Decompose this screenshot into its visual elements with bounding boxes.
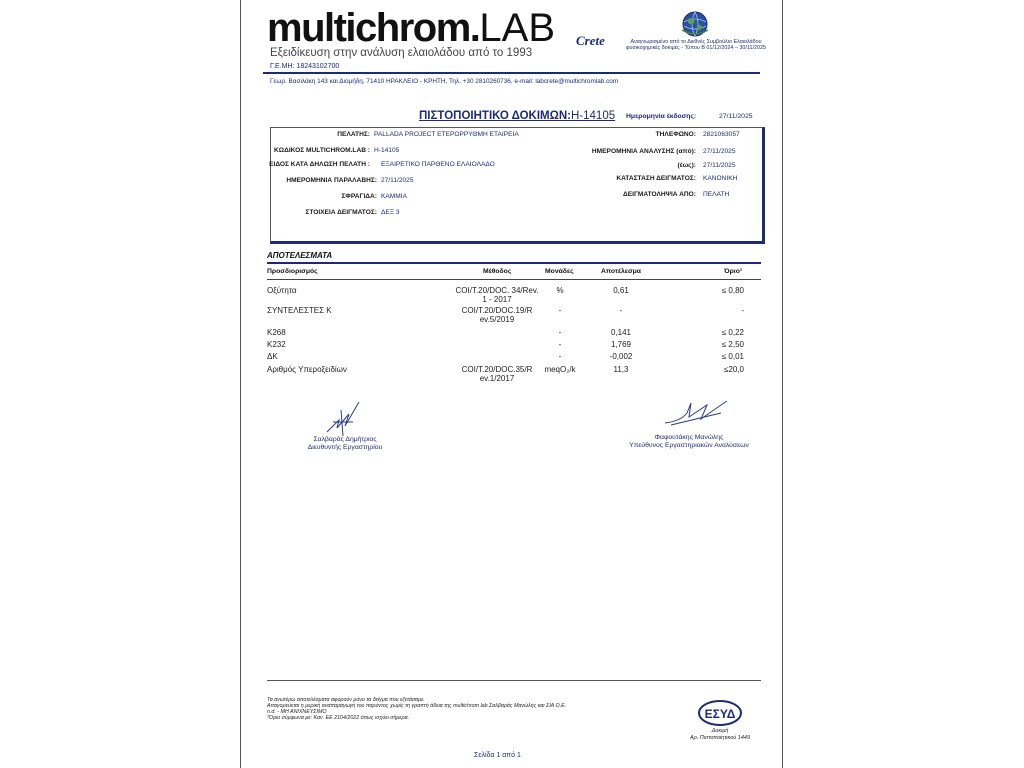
- row-limit: ≤ 0,22: [721, 328, 744, 337]
- row-name: ΔΚ: [267, 352, 278, 361]
- row-result: 0,141: [610, 328, 632, 337]
- row-method: COI/T.20/DOC.19/R ev.5/2019: [461, 306, 533, 324]
- row-result: -0,002: [609, 352, 633, 361]
- row-result: -: [619, 306, 623, 315]
- esyd-line-1: Δοκιμή: [711, 728, 729, 734]
- sampling-label: ΔΕΙΓΜΑΤΟΛΗΨΙΑ ΑΠΟ:: [622, 191, 696, 198]
- row-limit: ≤ 0,80: [721, 286, 744, 295]
- received-date-value: 27/11/2025: [381, 177, 414, 184]
- accreditation-text: Αναγνωρισμένο από το Διεθνές Συμβούλιο Ελαιολάδου φυσικοχημικές δοκιμές - Τύπου Β 01/12/2024 – 30/11/2025: [626, 39, 766, 52]
- certificate-number: H-14105: [571, 110, 616, 122]
- row-limit: -: [741, 306, 744, 315]
- condition-label: ΚΑΤΑΣΤΑΣΗ ΔΕΙΓΜΑΤΟΣ:: [616, 175, 696, 182]
- tagline: Εξειδίκευση στην ανάλυση ελαιολάδου από το 1993: [270, 47, 533, 59]
- seal-value: ΚΑΜΜΙΑ: [381, 193, 408, 200]
- lab-code-label: ΚΩΔΙΚΟΣ MULTICHROM.LAB :: [274, 147, 370, 154]
- lab-code-value: H-14105: [374, 147, 400, 154]
- sampling-value: ΠΕΛΑΤΗ: [703, 191, 730, 198]
- certificate-page: [240, 0, 783, 768]
- esyd-logo-text: ΕΣΥΔ: [704, 707, 736, 721]
- received-date-label: ΗΜΕΡΟΜΗΝΙΑ ΠΑΡΑΛΑΒΗΣ:: [286, 177, 377, 184]
- page-number: Σελίδα 1 από 1: [474, 752, 521, 759]
- row-result: 0,61: [613, 286, 629, 295]
- row-limit: ≤20,0: [724, 365, 744, 374]
- issue-date-value: 27/11/2025: [719, 113, 753, 120]
- row-unit: %: [556, 286, 564, 295]
- signature-left-icon: [319, 392, 369, 440]
- certificate-title: [419, 110, 571, 122]
- ioc-globe-icon: [678, 10, 712, 38]
- results-divider: [267, 262, 761, 264]
- right-signatory-name: Φαφουτάκης Μανώλης: [654, 434, 724, 441]
- brand-lab: LAB: [479, 6, 556, 50]
- condition-value: ΚΑΝΟΝΙΚΗ: [703, 175, 738, 182]
- right-signatory-title: Υπεύθυνος Εργαστηριακών Αναλύσεων: [629, 442, 749, 449]
- client-value: PALLADA PROJECT ΕΤΕΡΟΡΡΥΘΜΗ ΕΤΑΙΡΕΙΑ: [374, 131, 519, 138]
- gemh-number: Γ.Ε.ΜΗ: 18243102700: [270, 63, 340, 70]
- signature-right-icon: [661, 395, 731, 429]
- issue-date-label: Ημερομηνία έκδοσης:: [626, 113, 697, 120]
- row-unit: -: [558, 340, 562, 349]
- sample-type-value: ΕΞΑΙΡΕΤΙΚΟ ΠΑΡΘΕΝΟ ΕΛΑΙΟΛΑΔΟ: [381, 161, 495, 168]
- brand-main: multichrom.: [267, 6, 480, 50]
- esyd-line-2: Αρ. Πιστοποιητικού 1449: [689, 735, 751, 741]
- footer-note-2: Απαγορεύεται η μερική αναπαραγωγή του παρόντος χωρίς τη γραπτή άδεια της multichrom lab Σαλβαράς Μανώλης και ΣΙΑ Ο.Ε.: [267, 703, 567, 709]
- row-name: K268: [267, 328, 286, 337]
- col-header-result: Αποτέλεσμα: [601, 268, 641, 275]
- analysis-from-value: 27/11/2025: [703, 148, 736, 155]
- footer-note-4: ¹Όριο σύμφωνα με: Καν. ΕΕ 2104/2022 όπως ισχύει σήμερα.: [267, 715, 410, 721]
- seal-label: ΣΦΡΑΓΙΔΑ:: [341, 193, 377, 200]
- row-method: COI/T.20/DOC. 34/Rev. 1 - 2017: [455, 286, 539, 304]
- row-name: Αριθμός Υπεροξειδίων: [267, 365, 347, 374]
- sample-details-label: ΣΤΟΙΧΕΙΑ ΔΕΙΓΜΑΤΟΣ:: [305, 209, 377, 216]
- col-header-method: Μέθοδος: [483, 268, 512, 275]
- footer-divider: [267, 680, 761, 681]
- brand-region: Crete: [576, 33, 605, 48]
- sample-details-value: ΔΕΞ 3: [381, 209, 400, 216]
- certificate-title-text: ΠΙΣΤΟΠΟΙΗΤΙΚΟ ΔΟΚΙΜΩΝ:: [419, 110, 571, 122]
- phone-value: 2821063057: [703, 131, 740, 138]
- left-signatory-name: Σαλβαράς Δημήτριος: [313, 436, 377, 443]
- row-unit: -: [558, 352, 562, 361]
- sample-info-box: [270, 127, 765, 244]
- row-unit: meqO₂/k: [544, 365, 576, 374]
- col-header-units: Μονάδες: [545, 268, 574, 275]
- row-unit: -: [558, 306, 562, 315]
- row-limit: ≤ 2,50: [721, 340, 744, 349]
- results-title: ΑΠΟΤΕΛΕΣΜΑΤΑ: [267, 251, 333, 260]
- row-name: K232: [267, 340, 286, 349]
- row-name: ΣΥΝΤΕΛΕΣΤΕΣ Κ: [267, 306, 332, 315]
- sample-type-label: ΕΙΔΟΣ ΚΑΤΑ ΔΗΛΩΣΗ ΠΕΛΑΤΗ :: [269, 161, 370, 168]
- address-line: Γεωρ. Βασιλάκη 143 και Διομήδη, 71410 ΗΡΑΚΛΕΙΟ - ΚΡΗΤΗ, Τηλ. +30 2810260736, e-mail: labcrete@multichromlab.com: [270, 78, 619, 85]
- col-header-limit: Όριο¹: [724, 268, 743, 275]
- row-method: COI/T.20/DOC.35/R ev.1/2017: [461, 365, 533, 383]
- esyd-logo-icon: [697, 699, 743, 727]
- left-signatory-title: Διευθυντής Εργαστηρίου: [307, 444, 383, 451]
- header-divider: [263, 72, 760, 74]
- row-unit: -: [558, 328, 562, 337]
- footer-note-3: n.d. - ΜΗ ΑΝΙΧΝΕΥΣΙΜΟ: [267, 709, 327, 715]
- row-name: Οξύτητα: [267, 286, 297, 295]
- brand-logo: [267, 6, 555, 50]
- header-row-divider: [267, 279, 761, 280]
- row-limit: ≤ 0,01: [721, 352, 744, 361]
- row-result: 1,769: [610, 340, 632, 349]
- analysis-from-label: ΗΜΕΡΟΜΗΝΙΑ ΑΝΑΛΥΣΗΣ (από):: [591, 148, 696, 155]
- row-result: 11,3: [613, 365, 629, 374]
- col-header-test: Προσδιορισμός: [267, 268, 318, 275]
- analysis-to-value: 27/11/2025: [703, 162, 736, 169]
- phone-label: ΤΗΛΕΦΩΝΟ:: [655, 131, 696, 138]
- client-label: ΠΕΛΑΤΗΣ:: [337, 131, 370, 138]
- footer-note-1: Τα ανωτέρω αποτελέσματα αφορούν μόνο τα δείγμα που εξετάσαμε.: [267, 697, 425, 703]
- analysis-to-label: (έως):: [677, 162, 696, 169]
